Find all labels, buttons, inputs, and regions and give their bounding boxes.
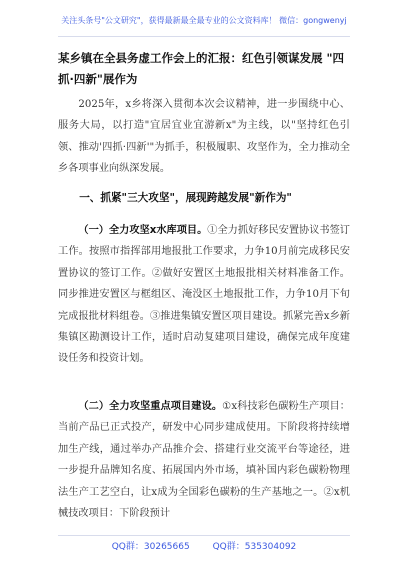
item-1-lead: （一）全力攻坚x水库项目。: [78, 225, 208, 236]
item-2-text: ①x科技彩色碳粉生产项目：当前产品已正式投产，研发中心同步建成使用。下阶段将持续增加生产线，通过举办产品推介会、搭建行业交流平台等途径，进一步提升品牌知名度、拓展国内外市场，填补国内彩色碳粉物理法生产工艺空白，让x成为全国彩色碳粉的生产基地之一。②x机械技改项目：下阶段预计: [58, 401, 350, 520]
item-2-lead: （二）全力攻坚重点项目建设。: [78, 401, 223, 412]
document-title: 某乡镇在全县务虚工作会上的汇报：红色引领谋发展 "四抓·四新"展作为: [58, 51, 344, 86]
header-banner: 关注头条号"公文研究"，获得最新最全最专业的公文资料库！ 微信：gongwenyj: [61, 16, 347, 25]
header-divider: [58, 36, 350, 37]
item-2-paragraph: [58, 396, 350, 524]
item-1-paragraph: [58, 220, 350, 370]
footer-qq-group-1: QQ群：30265665: [111, 542, 190, 552]
intro-paragraph: 2025年，x乡将深入贯彻本次会议精神，进一步围绕中心、服务大局，以打造"宜居宜业宜游新x"为主线，以"坚持红色引领、推动'四抓·四新'"为抓手，积极履职、攻坚作为，全力推动全乡各项事业向纵深发展。: [58, 99, 350, 175]
footer-contact: [0, 539, 408, 552]
item-1-text: ①全力抓好移民安置协议书签订工作。按照市指挥部用地报批工作要求，力争10月前完成移民安置协议的签订工作。②做好安置区土地报批相关材料准备工作。同步推进安置区与框组区、淹没区土地报批工作，力争10月下旬完成报批材料组卷。③推进集镇安置区项目建设。抓紧完善x乡新集镇区勘测设计工作，适时启动复建项目建设，确保完成年度建设任务和投资计划。: [58, 225, 350, 365]
footer-divider: [58, 535, 350, 536]
footer-qq-group-2: QQ群：535304092: [212, 542, 297, 552]
section-heading-1: 一、抓紧"三大攻坚"，展现跨越发展"新作为": [79, 192, 292, 204]
